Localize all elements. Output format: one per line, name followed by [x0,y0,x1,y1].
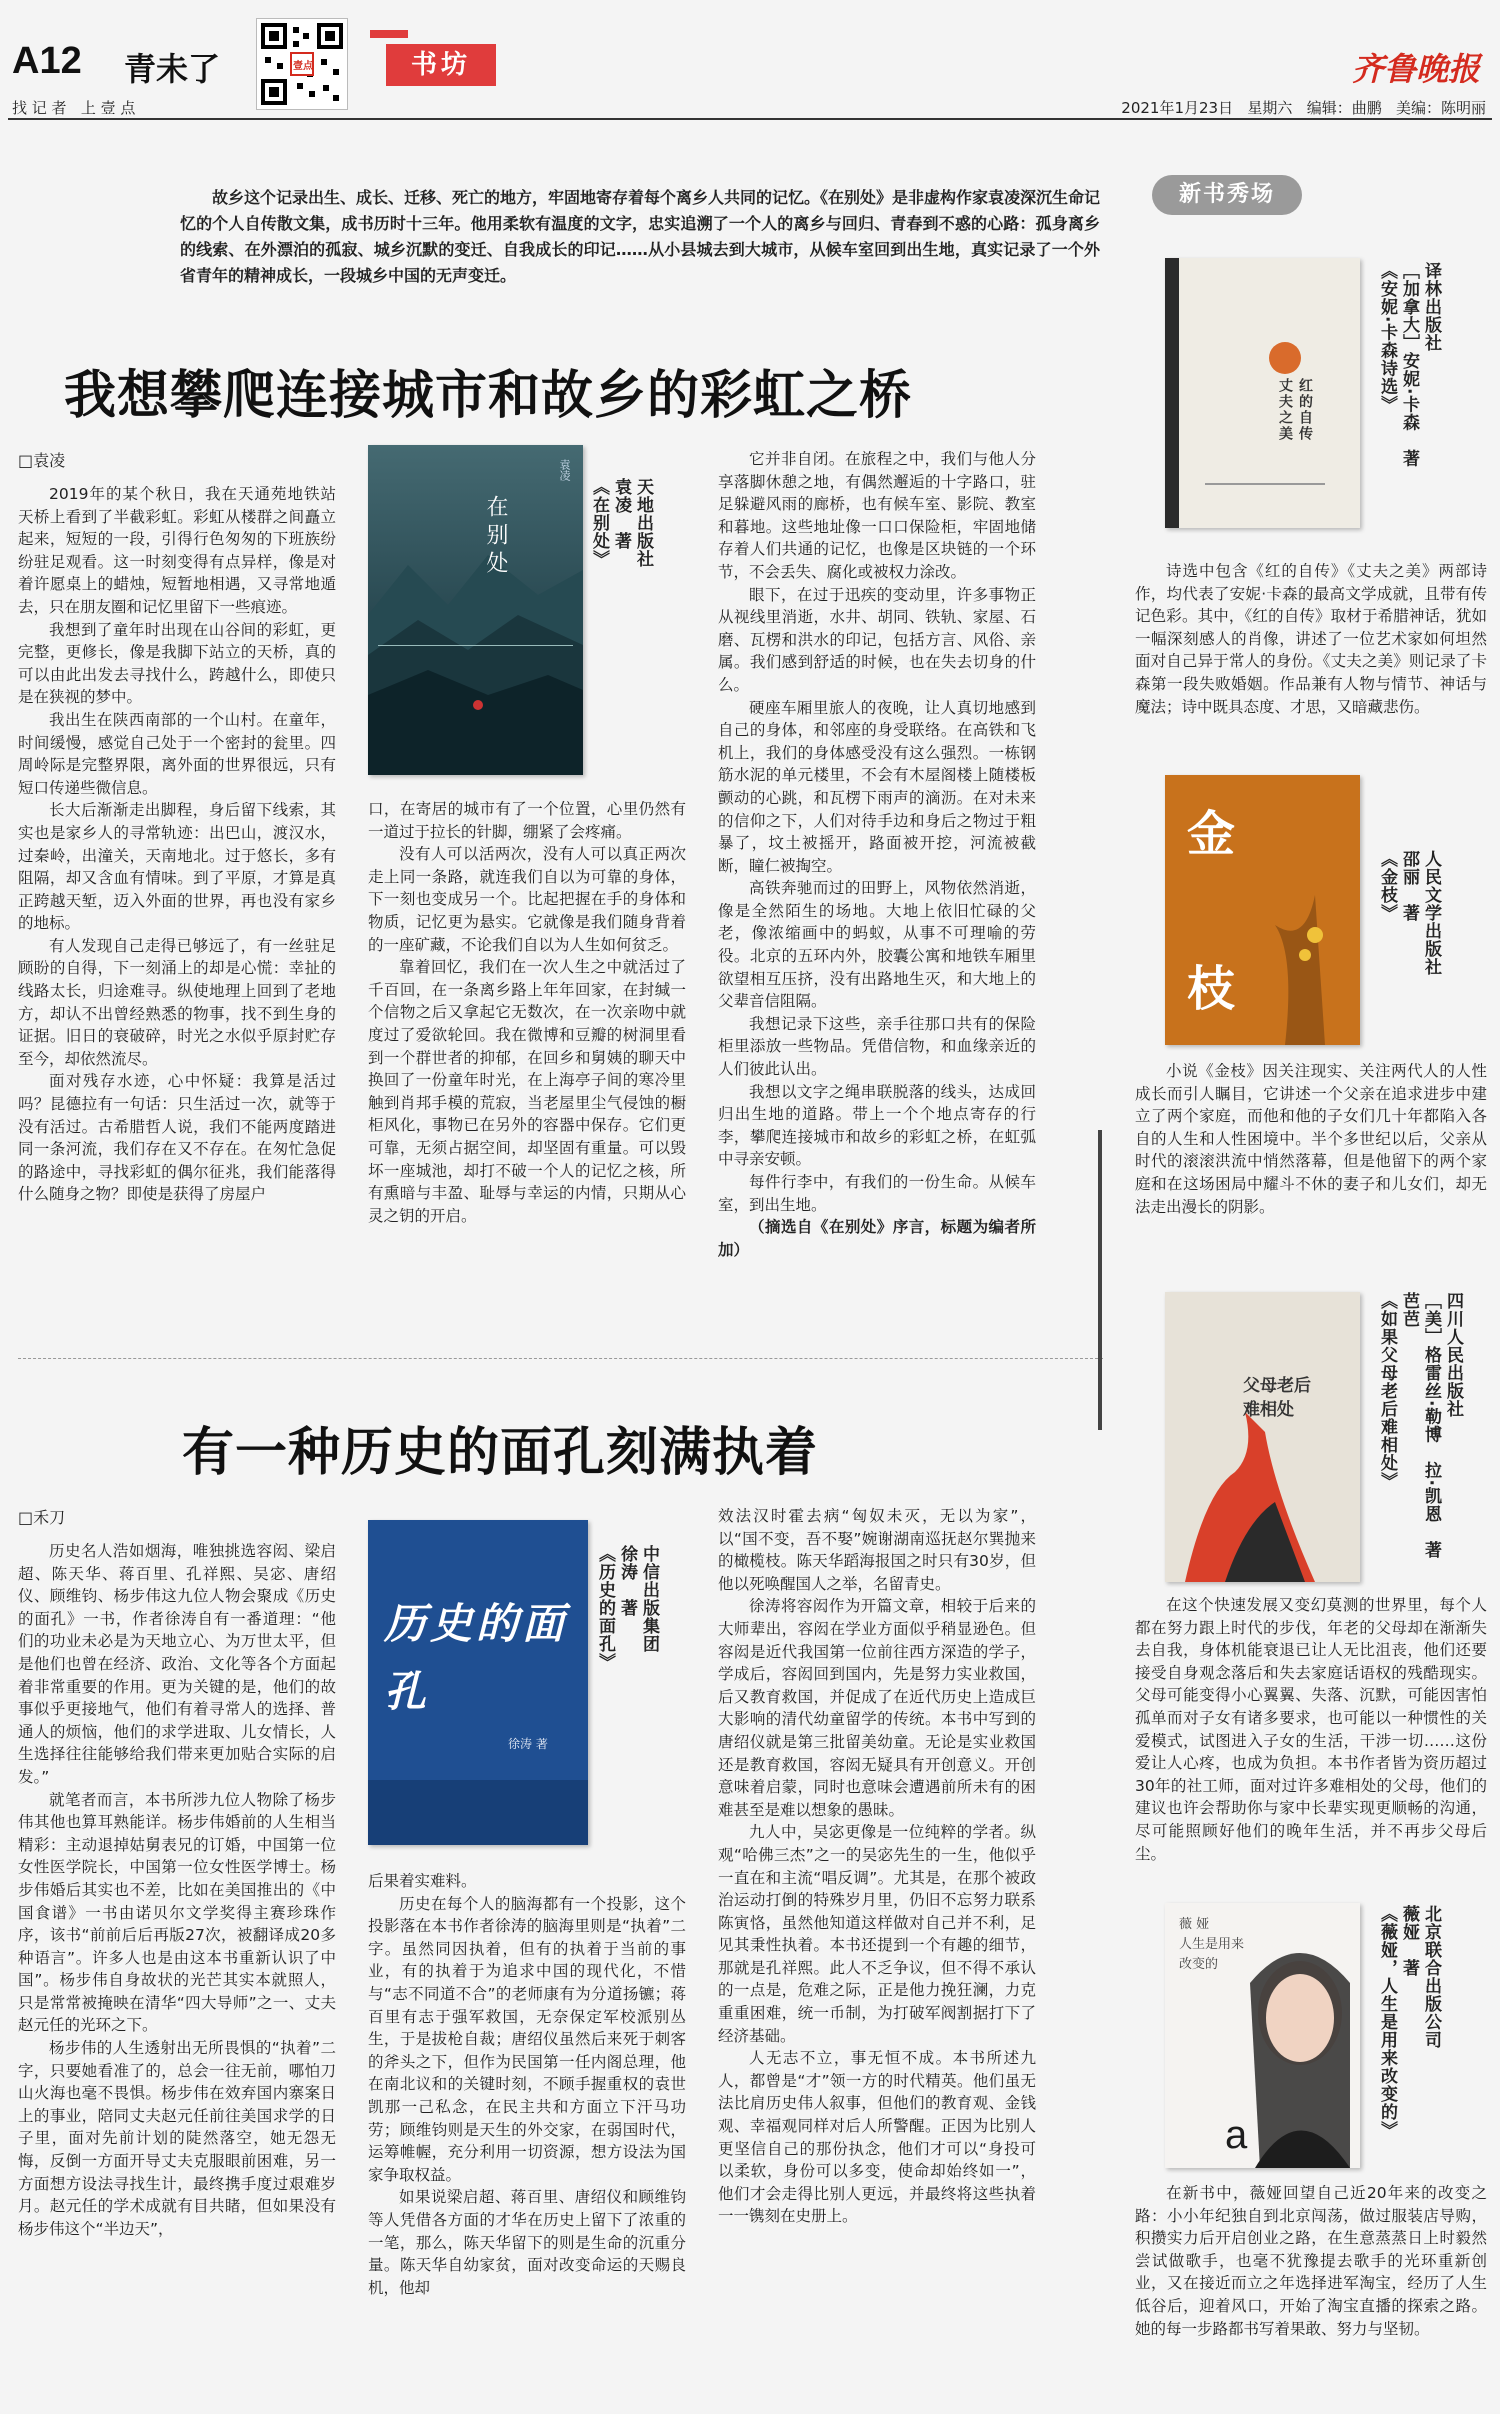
sidebar-book-cover-3[interactable] [1165,1292,1360,1582]
article2-title: 有一种历史的面孔刻满执着 [182,1423,819,1483]
book-author: 徐涛 著 [617,1545,637,1617]
sidebar-book-info-3: 四川人民出版社 ［美］格雷丝·勒博 拉·凯恩 著 芭芭 《如果父母老后难相处》 [1377,1292,1463,1577]
section-tag [370,30,498,90]
book-cover-zaibiechu[interactable] [368,445,583,775]
book-title: 《历史的面孔》 [595,1545,615,1671]
article1-title: 我想攀爬连接城市和故乡的彩虹之桥 [64,366,913,426]
book-info-zaibiechu [588,478,654,708]
sidebar-book-info-2: 人民文学出版社 邵丽 著 《金枝》 [1377,850,1441,976]
section-tag-accent [370,30,408,38]
article1-byline: □袁凌 [18,451,66,470]
column-name: 青未了 [124,50,221,88]
article-divider [18,1358,1103,1359]
sidebar-book-info-4: 北京联合出版公司 薇娅 著 《薇娅，人生是用来改变的》 [1377,1905,1441,2139]
article1-column-2: 口，在寄居的城市有了一个位置，心里仍然有一道过于拉长的针脚，绷紧了会疼痛。 没有人可以活两次，没有人可以真正两次走上同一条路，就连我们自以为可靠的身体，下一刻也变成另一个。比起把握在手的身体和物质，记忆更为悬实。它就像是我们随身背着的一座矿藏，不论我们自以为人生如何贫乏。 靠着回忆，我们在一次人生之中就活过了千百回，在一条离乡路上年年回家，在封缄一个信物之后又拿起它无数次，在一次亲吻中就度过了爱欲轮回。我在微博和豆瓣的树洞里看到一个群世者的抑郁，在回乡和舅姨的聊天中换回了一份童年时光，在上海亭子间的寒冷里触到肖邦手模的荒寂，当老屋里尘气侵蚀的橱柜风化，事物已在另外的容器中保存。它们更可靠，无须占据空间，却坚固有重量。可以毁坏一座城池，却打不破一个人的记忆之核，所有熏暗与丰盈、耻辱与幸运的内情，只期从心灵之钥的开启。 [368,800,686,1225]
book-publisher: 中信出版集团 [639,1545,659,1653]
article2-byline: □禾刀 [18,1508,66,1527]
book-cover-author: 袁凌 [558,459,571,481]
article2-column-2: 后果着实难料。 历史在每个人的脑海都有一个投影，这个投影落在本书作者徐涛的脑海里则是“执着”二字。虽然同因执着，但有的执着于当前的事业，有的执着于为追求中国的现代化，不惜与“志不同道不合”的老师康有为分道扬镳；蒋百里有志于强军救国，无奈保定军校派别丛生，于是拔枪自裁；唐绍仪虽然后来死于刺客的斧头之下，但作为民国第一任内阁总理，他在南北议和的关键时刻，不顾手握重权的袁世凯那一己私念，在民主共和方面立下汗马功劳；顾维钧则是天生的外交家，在弱国时代，运筹帷幄，充分利用一切资源，想方设法为国家争取权益。 如果说梁启超、蒋百里、唐绍仪和顾维钧等人凭借各方面的才华在历史上留下了浓重的一笔，那么，陈天华留下的则是生命的沉重分量。陈天华自幼家贫，面对改变命运的天赐良机，他却 [368,1872,686,2297]
book-cover-author: 徐涛 著 [508,1737,548,1751]
sidebar-book-desc-3: 在这个快速发展又变幻莫测的世界里，每个人都在努力跟上时代的步伐，年老的父母却在渐渐失去自我，身体机能衰退已让人无比沮丧，他们还要接受自身观念落后和失去家庭话语权的残酷现实。父母可能变得小心翼翼、失落、沉默，可能因害怕孤单而对子女有诸多要求，也可能以一种惯性的关爱模式，试图进入子女的生活，干涉一切……这份爱让人心疼，也成为负担。本书作者皆为资历超过30年的社工师，面对过许多难相处的父母，他们的建议也许会帮助你与家中长辈实现更顺畅的沟通，尽可能照顾好他们的晚年生活，并不再步父母后尘。 [1135,1596,1487,1863]
article1-column-1: 2019年的某个秋日，我在天通苑地铁站天桥上看到了半截彩虹。彩虹从楼群之间矗立起来，短短的一段，引得行色匆匆的下班族纷纷驻足观看。这一时刻变得有点异样，像是对着许愿桌上的蜡烛，短暂地相遇，又寻常地遁去，只在朋友圈和记忆里留下一些痕迹。 我想到了童年时出现在山谷间的彩虹，更完整，更修长，像是我脚下站立的天桥，真的可以由此出发去寻找什么，跨越什么，即使只是在狭视的梦中。 我出生在陕西南部的一个山村。在童年，时间缓慢，感觉自己处于一个密封的瓮里。四周岭际是完整界限，离外面的世界很远，只有短口传递些微信息。 长大后渐渐走出脚程，身后留下线索，其实也是家乡人的寻常轨迹：出巴山，渡汉水，过秦岭，出潼关，天南地北。过于悠长，多有阻隔，却又含血有情味。到了平原，才算是真正跨越天堑，迈入外面的世界，再也没有家乡的地标。 有人发现自己走得已够远了，有一丝驻足顾盼的自得，下一刻涌上的却是心慌：幸扯的线路太长，归途难寻。纵使地理上回到了老地方，却认不出曾经熟悉的物事，找不到生身的证据。旧日的衰破碎，时光之水似乎原封贮存至今，却依然流尽。 面对残存水迹，心中怀疑：我算是活过吗？昆德拉有一句话：只生活过一次，就等于没有活过。古希腊哲人说，我们不能两度踏进同一条河流，我们存在又不存在。在匆忙急促的路途中，寻找彩虹的偶尔征兆，我们能落得什么随身之物？即使是获得了房屋户 [18,485,336,1204]
sidebar-separator [1098,1130,1102,1430]
sidebar-book-cover-1[interactable] [1165,258,1360,528]
qr-code-icon[interactable] [256,18,348,110]
book-cover-lishidemiankong[interactable] [368,1520,588,1845]
sidebar-book-cover-4[interactable] [1165,1903,1360,2168]
sidebar-book-cover-char-1: 金 [1187,806,1236,862]
sidebar-book-cover-text: 父母老后 难相处 [1243,1376,1311,1420]
intro-paragraph: 故乡这个记录出生、成长、迁移、死亡的地方，牢固地寄存着每个离乡人共同的记忆。《在别处》是非虚构作家袁凌深沉生命记忆的个人自传散文集，成书历时十三年。他用柔软有温度的文字，忠实追溯了一个人的离乡与回归、青春到不惑的心路：孤身离乡的线索、在外漂泊的孤寂、城乡沉默的变迁、自我成长的印记……从小县城去到大城市，从候车室回到出生地，真实记录了一个外省青年的精神成长，一段城乡中国的无声变迁。 [180,188,1101,285]
date-line: 2021年1月23日 星期六 编辑：曲鹏 美编：陈明丽 [1121,99,1486,117]
sidebar-header-label: 新书秀场 [1178,182,1275,207]
book-cover-title: 历史的面孔 [384,1599,569,1716]
sidebar-book-desc-1: 诗选中包含《红的自传》《丈夫之美》两部诗作，均代表了安妮·卡森的最高文学成就，且带有传记色彩。其中，《红的自传》取材于希腊神话，犹如一幅深刻感人的肖像，讲述了一位艺术家如何坦然面对自己异于常人的身份。《丈夫之美》则记录了卡森第一段失败婚姻。作品兼有人物与情节、神话与魔法；诗中既具态度、才思，又暗藏悲伤。 [1135,562,1487,716]
svg-text:a: a [1225,2113,1248,2157]
book-info-lishidemiankong [594,1545,660,1775]
sidebar-book-cover-text: 薇 娅 人生是用来 改变的 [1179,1917,1245,1972]
sidebar-book-desc-4: 在新书中，薇娅回望自己近20年来的改变之路：小小年纪独自到北京闯荡，做过服装店导购，积攒实力后开启创业之路，在生意蒸蒸日上时毅然尝试做歌手，也毫不犹豫提去歌手的光环重新创业，又在接近而立之年选择进军淘宝，经历了人生低谷后，迎着风口，开始了淘宝直播的探索之路。她的每一步路都书写着果敢、努力与坚韧。 [1135,2184,1487,2338]
sidebar-book-desc-2: 小说《金枝》因关注现实、关注两代人的人性成长而引人瞩目，它讲述一个父亲在追求进步中建立了两个家庭，而他和他的子女们几十年都陷入各自的人生和人性困境中。半个多世纪以后，父亲从时代的滚滚洪流中悄然落幕，但是他留下的两个家庭和在这场困局中耀斗不休的妻子和儿女们，却无法走出漫长的阴影。 [1135,1062,1487,1216]
brand-logo: 齐鲁晚报 [1352,50,1481,88]
masthead-rule [8,118,1492,120]
book-cover-title: 在别处 [483,495,508,579]
article2-column-1: 历史名人浩如烟海，唯独挑选容闳、梁启超、陈天华、蒋百里、孔祥熙、吴宓、唐绍仪、顾维钧、杨步伟这九位人物会聚成《历史的面孔》一书，作者徐涛自有一番道理：“他们的功业未必是为天地立心、为万世太平，但是他们也曾在经济、政治、文化等各个方面起着非常重要的作用。更为关键的是，他们的故事似乎更接地气，他们有着寻常人的选择、普通人的烦恼，他们的求学进取、儿女情长，人生选择往往能够给我们带来更加贴合实际的启发。” 就笔者而言，本书所涉九位人物除了杨步伟其他也算耳熟能详。杨步伟婚前的人生相当精彩：主动退掉姑舅表兄的订婚，中国第一位女性医学院长，中国第一位女性医学博士。杨步伟婚后其实也不差，比如在美国推出的《中国食谱》一书由诺贝尔文学奖得主赛珍珠作序，该书“前前后后再版27次，被翻译成20多种语言”。许多人也是由这本书重新认识了中国”。杨步伟自身故状的光芒其实本就照人，只是常常被掩映在清华“四大导师”之一、丈夫赵元任的光环之下。 杨步伟的人生透射出无所畏惧的“执着”二字，只要她看准了的，总会一往无前，哪怕刀山火海也毫不畏惧。杨步伟在效弃国内寨案日上的事业，陪同丈夫赵元任前往美国求学的日子里，面对先前计划的陡然落空，她无怨无悔，反倒一方面开导丈夫克服眼前困难，另一方面想方设法寻找生计，最终携手度过艰难岁月。赵元任的学术成就有目共睹，但如果没有杨步伟这个“半边天”， [18,1542,336,2238]
sidebar-book-cover-char-2: 枝 [1187,961,1236,1017]
sidebar-header [1152,175,1302,215]
sidebar-book-cover-text: 红的自传 丈夫之美 [1277,378,1313,442]
book-author: 袁凌 著 [611,478,631,550]
article2-column-3: 效法汉时霍去病“匈奴未灭，无以为家”，以“国不变，吾不娶”婉谢湖南巡抚赵尔巽抛来的橄榄枝。陈天华蹈海报国之时只有30岁，但他以死唤醒国人之举，名留青史。 徐涛将容闳作为开篇文章，相较于后来的大师辈出，容闳在学业方面似乎稍显逊色。但容闳是近代我国第一位前往西方深造的学子，学成后，容闳回到国内，先是努力实业救国，后又教育救国，并促成了在近代历史上造成巨大影响的清代幼童留学的传统。本书中写到的唐绍仪就是第三批留美幼童。无论是实业救国还是教育救国，容闳无疑具有开创意义。开创意味着启蒙，同时也意味会遭遇前所未有的困难甚至是难以想象的愚昧。 九人中，吴宓更像是一位纯粹的学者。纵观“哈佛三杰”之一的吴宓先生的一生，他似乎一直在和主流“唱反调”。尤其是，在那个被政治运动打倒的特殊岁月里，仍旧不忘努力联系陈寅恪，虽然他知道这样做对自己并不利，足见其秉性执着。本书还提到一个有趣的细节，那就是孔祥熙。此人不乏争议，但不得不承认的一点是，危难之际，正是他力挽狂澜，力克重重困难，统一币制，为打破军阀割据打下了经济基础。 人无志不立，事无恒不成。本书所述九人，都曾是“才”领一方的时代精英。他们虽无法比肩历史伟人叙事，但他们的教育观、金钱观、幸福观同样对后人所警醒。正因为比别人更坚信自己的那份执念，他们才可以“身投可以柔软，身份可以多变，使命却始终如一”，他们才会走得比别人更远，并最终将这些执着一一镌刻在史册上。 [718,1507,1036,2226]
page-number: A12 [12,40,82,82]
find-reporter: 找 记 者 上 壹 点 [12,99,136,117]
sidebar-book-cover-2[interactable] [1165,775,1360,1045]
section-tag-label: 书坊 [410,50,471,80]
sidebar-book-info-1: 译林出版社 ［加拿大］安妮·卡森 著 《安妮·卡森诗选》 [1377,262,1441,468]
section-tag-box [386,44,496,86]
book-publisher: 天地出版社 [633,478,653,568]
qr-badge: 壹点 [293,61,313,72]
book-title: 《在别处》 [589,478,609,568]
masthead [0,0,1500,120]
article1-column-3: 它并非自闭。在旅程之中，我们与他人分享落脚休憩之地，有偶然邂逅的十字路口，驻足躲避风雨的廊桥，也有候车室、影院、教室和暮地。这些地址像一口口保险柜，牢固地储存着人们共通的记忆，也像是区块链的一个环节，不会丢失、腐化或被权力涂改。 眼下，在过于迅疾的变动里，许多事物正从视线里消逝，水井、胡同、铁轨、家屋、石磨、瓦楞和洪水的印记，包括方言、风俗、亲属。我们感到舒适的时候，也在失去切身的什么。 硬座车厢里旅人的夜晚，让人真切地感到自己的身体，和邻座的身受联络。在高铁和飞机上，我们的身体感受没有这么强烈。一栋钢筋水泥的单元楼里，不会有木屋阁楼上随楼板颤动的心跳，和瓦楞下雨声的滴沥。在对未来的信仰之下，人们对待手边和身后之物过于粗暴了，坟土被摇开，路面被开挖，河流被截断，瞳仁被掏空。 高铁奔驰而过的田野上，风物依然消逝，像是全然陌生的场地。大地上依旧忙碌的父老，像浓缩画中的蚂蚁，从事不可理喻的劳役。北京的五环内外，胶囊公寓和地铁车厢里欲望相互压挤，没有出路地生灭，和大地上的父辈音信阻隔。 我想记录下这些，亲手往那口共有的保险柜里添放一些物品。凭借信物，和血缘亲近的人们彼此认出。 我想以文字之绳串联脱落的线头，达成回归出生地的道路。带上一个个地点寄存的行李，攀爬连接城市和故乡的彩虹之桥，在虹弧中寻亲安顿。 每件行李中，有我们的一份生命。从候车室，到出生地。 （摘选自《在别处》序言，标题为编者所加） [718,450,1036,1259]
